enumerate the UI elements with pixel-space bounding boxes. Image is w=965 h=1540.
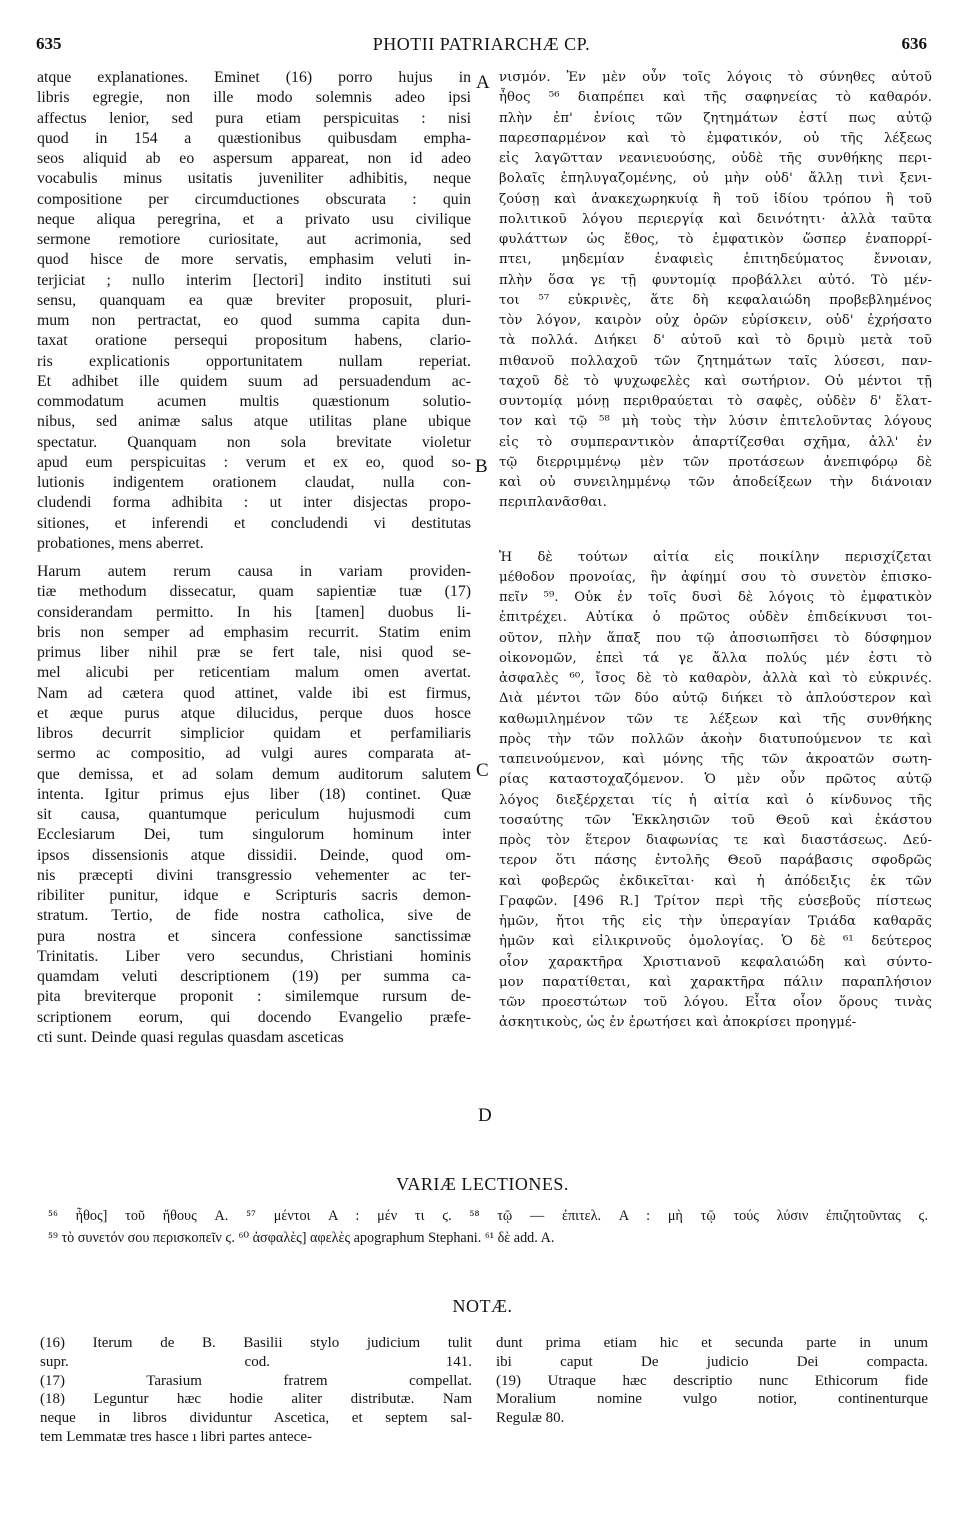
text-line: τοσαύτης τῶν Ἐκκλησιῶν τοῦ Θεοῦ καὶ ἑκάστου: [499, 812, 932, 828]
text-line: τοι ⁵⁷ εὐκρινὲς, ἅτε δὴ κεφαλαιώδη προβεβλημένος: [499, 292, 932, 308]
text-line: ἡμῶν καὶ εἰλικρινοῦς ὁμολογίας. Ὁ δὲ ⁶¹ δεύτερος: [499, 934, 932, 950]
text-line: (16) Iterum de B. Basilii stylo judicium tulit: [40, 1335, 472, 1351]
text-line: ταπεινούμενον, καὶ μόνης τῆς τῶν ἀκροατῶν σωτη-: [499, 752, 932, 767]
text-line: quamdam veluti descriptionem (19) per summa ca-: [37, 968, 471, 985]
text-line: Ἡ δὲ τούτων αἰτία εἰς ποικίλην περισχίζεται: [499, 549, 932, 565]
text-line: sitiones, et inferendi et concludendi vi destitutas: [37, 514, 471, 532]
text-line: συντομίᾳ μόνῃ περιθραύεται τὸ σαφὲς, οὐδὲν δ' ἔλατ-: [499, 394, 932, 409]
margin-marker-c: C: [476, 760, 489, 781]
notes-left-column: [40, 1334, 472, 1447]
text-line: quod in 154 a quæstionibus quibusdam empha-: [37, 129, 471, 147]
text-line: cludendi forma adhibita : ut inter disjectas propo-: [37, 494, 471, 512]
text-line: probationes, mens aberret.: [37, 534, 204, 552]
text-line: Γραφῶν. [496 R.] Τρίτον περὶ τῆς εὐσεβοῦς πίστεως: [499, 893, 932, 909]
text-line: supr. cod. 141.: [40, 1353, 472, 1370]
text-line: (18) Leguntur hæc hodie aliter distributæ. Nam: [40, 1391, 472, 1408]
text-line: tem Lemmatæ tres hasce ı libri partes antece-: [40, 1428, 312, 1445]
running-title: PHOTII PATRIARCHÆ CP.: [372, 34, 591, 54]
text-line: lutionis indigentem orationem claudat, nulla con-: [37, 474, 471, 491]
text-line: καὶ οὐ συνειλημμένῳ τῶν ἀποδείξεων τὴν διάνοιαν: [499, 475, 932, 490]
latin-paragraph-1: [37, 68, 471, 554]
text-line: spectatur. Quanquam non sola brevitate violetur: [37, 433, 471, 451]
text-line: neque aliqua peregrina, et a privato usu civilique: [37, 210, 471, 228]
text-line: (19) Utraque hæc descriptio nunc Ethicorum fide: [496, 1372, 928, 1389]
text-line: compositione per circumductiones obscurata : quin: [37, 190, 471, 208]
text-line: πλὴν ὅσα γε τῇ φυντομίᾳ προβάλλει αὐτό. Τὸ μέν-: [499, 272, 932, 288]
text-line: libris egregie, non ille modo solemnis adeo ipsi: [37, 89, 471, 107]
text-line: terjiciat ; nullo interim [lectori] indito instituti sui: [37, 271, 471, 289]
text-line: Nam ad cætera quod attinet, valde ibi est firmus,: [37, 684, 471, 702]
text-line: Regulæ 80.: [496, 1410, 565, 1427]
text-line: primus liber nihil præ se fert tale, nisi quod se-: [37, 644, 471, 661]
greek-paragraph-2: [499, 548, 932, 1034]
text-line: ἀσφαλὲς ⁶⁰, ἴσος δὲ τὸ καθαρὸν, ἀλλὰ καὶ τὸ εὐκρινές.: [499, 671, 932, 686]
notae-heading: NOTÆ.: [452, 1296, 513, 1316]
text-line: Et adhibet ille quidem suum ad persuadendum ac-: [37, 372, 471, 390]
text-line: ταχοῦ δὲ τὸ ψυχωφελὲς καὶ σωτήριον. Οὐ μέντοι τῇ: [499, 373, 932, 389]
text-line: seos aliquid ab eo aspersum appareat, non id adeo: [37, 150, 471, 167]
text-line: que demissa, et ad solam demum auditorum salutem: [37, 765, 471, 783]
text-line: τῷ διερριμμένῳ μὲν τῶν προτάσεων ἀνεπιφόρῳ δὲ: [499, 454, 932, 470]
text-line: τὰ πολλά. Διήκει δ' αὐτοῦ καὶ τὸ δριμὺ μετὰ τοῦ: [499, 333, 932, 349]
text-line: libros decurrit simplicior quidam et perfamiliaris: [37, 725, 471, 742]
page-number-right: 636: [901, 34, 927, 53]
text-line: καὶ φοβερῶς ἐκδικεῖται· καὶ ἡ ἀπόδειξις ἐκ τῶν: [499, 873, 932, 889]
text-line: vocabulis minus usitatis juveniliter adhibitis, neque: [37, 170, 471, 188]
text-line: (17) Tarasium fratrem compellat.: [40, 1372, 472, 1389]
text-line: τερον ὅτι πάσης ἐντολῆς Θεοῦ παράβασις σφοδρῶς: [499, 853, 932, 869]
text-line: ἀσκητικοὺς, ὡς ἐν ἐρωτήσει καὶ ἀποκρίσει προηγμέ-: [499, 1015, 857, 1031]
text-line: neque in libros dividuntur Ascetica, et septem sal-: [40, 1410, 472, 1427]
text-line: περιπλανᾶσθαι.: [499, 495, 607, 511]
text-line: sermone remotiore curiositate, aut acrimonia, sed: [37, 231, 471, 248]
notes-right-column: [496, 1334, 928, 1428]
text-line: pura nostra et sincera confessione sanctissimæ: [37, 927, 471, 945]
text-line: ibi caput De judicio Dei compacta.: [496, 1353, 928, 1370]
text-line: τὸν λόγον, καιρὸν οὐχ ὁρῶν εὑρίσκειν, οὐδ' ἐχρήσατο: [499, 313, 932, 328]
text-line: πιθανοῦ πολλαχοῦ τῶν ζητημάτων ταῖς λύσεσι, παν-: [499, 353, 932, 369]
text-line: τῶν προεστώτων τοῦ λόγου. Εἶτα οἷον ὅρους τινὰς: [499, 995, 932, 1010]
text-line: stratum. Tertio, de fide nostra catholica, sive de: [37, 907, 471, 925]
text-line: intenta. Igitur primus ejus liber (18) continet. Quæ: [37, 785, 471, 803]
text-line: βολαῖς ἐπηλυγαζομένης, οὐ μὴν οὐδ' ἄλλῃ τινὶ ξενι-: [499, 171, 932, 187]
text-line: atque explanationes. Eminet (16) porro hujus in: [37, 69, 471, 86]
text-line: mel alicubi per reticentiam malum omen avertat.: [37, 664, 471, 682]
margin-marker-b: B: [475, 456, 488, 477]
text-line: νισμόν. Ἐν μὲν οὖν τοῖς λόγοις τὸ σύνηθες αὐτοῦ: [499, 70, 932, 85]
text-line: Moralium nomine vulgo notior, continenturque: [496, 1391, 928, 1408]
text-line: φυλάττων ὡς ἔθος, τὸ ἐμφατικὸν ὥσπερ ἐναπορρί-: [499, 232, 932, 247]
text-line: ἦθος ⁵⁶ διαπρέπει καὶ τῆς σαφηνείας τὸ καθαρόν.: [499, 90, 932, 106]
text-line: ρίας καταστοχαζόμενον. Ὁ μὲν οὖν πρῶτος αὐτῷ: [499, 772, 932, 788]
text-line: dunt prima etiam hic et secunda parte in unum: [496, 1335, 928, 1351]
text-line: scriptionem eorum, qui docendo Evangelio præfe-: [37, 1008, 471, 1026]
text-line: Harum autem rerum causa in variam providen-: [37, 563, 471, 580]
text-line: nis præcepti divini transgressio vehementer ac ter-: [37, 866, 471, 884]
text-line: nibus, sed animæ salus atque utilitas plane ubique: [37, 413, 471, 431]
text-line: sermo ac compositio, ad vulgi aures comparata at-: [37, 745, 471, 763]
text-line: mum non pertractat, eo quod summa capita dun-: [37, 312, 471, 329]
text-line: sensu, quanquam ea quæ breviter proposuit, pluri-: [37, 291, 471, 309]
text-line: ⁵⁶ ἦθος] τοῦ ἤθους A. ⁵⁷ μέντοι A : μέν τι ϛ. ⁵⁸ τῷ — ἐπιτελ. A : μὴ τῷ τούς λύσιν ἐπιζητοῦντας ϛ.: [48, 1208, 928, 1224]
text-line: ἡμῶν, ἤτοι τῆς εἰς τὴν ὑπεραγίαν Τριάδα καθαρᾶς: [499, 914, 932, 929]
text-line: εἰς τὸ συμπεραντικὸν ἀπαρτίζεσθαι σχῆμα, ἀλλ' ἐν: [499, 434, 932, 450]
text-line: sit causa, quantumque periculum hujusmodi cum: [37, 806, 471, 823]
running-header: [36, 34, 927, 60]
text-line: μον παρατίθεται, καὶ χαρακτῆρα πάλιν παραπλήσιον: [499, 974, 932, 990]
text-line: tiæ methodum dissecatur, quam sapientiæ tuæ (17): [37, 583, 471, 601]
text-line: affectus lenior, sed pura etiam perspicuitas : nisi: [37, 109, 471, 127]
text-line: Trinitatis. Liber vero secundus, Christiani hominis: [37, 947, 471, 965]
latin-column: [37, 68, 471, 1048]
text-line: Διὰ μέντοι τῶν δύο αὐτῷ διήκει τὸ ἁπλούστερον καὶ: [499, 691, 932, 707]
text-line: εἰς λαγῶτταν νεανιευούσης, οὐδὲ τῆς συνθήκης περι-: [499, 151, 932, 166]
text-line: cti sunt. Deinde quasi regulas quasdam asceticas: [37, 1028, 344, 1046]
text-line: καθωμιλημένον τῶν τε λέξεων καὶ τῆς συνθήκης: [499, 711, 932, 727]
text-line: quod hisce de more servatis, emphasim veluti in-: [37, 251, 471, 269]
greek-column: [499, 68, 932, 1034]
text-line: commodatum acumen multis quæstionum solutio-: [37, 393, 471, 410]
margin-marker-a: A: [476, 72, 490, 93]
text-line: ⁵⁹ τὸ συνετόν σου περισκοπεῖν ϛ. ⁶⁰ ἀσφαλὲς] αφελὲς apographum Stephani. ⁶¹ δὲ add. A.: [48, 1230, 555, 1246]
text-line: ipsos dissensionis atque dissidii. Deinde, quod om-: [37, 846, 471, 864]
text-line: pita breviterque proponit : similemque rursum de-: [37, 988, 471, 1006]
text-line: apud eum perspicuitas : verum et ex eo, quod so-: [37, 453, 471, 471]
text-line: πολιτικοῦ λόγου περιεργίᾳ καὶ δεινότητι· ἀλλὰ ταῦτα: [499, 211, 932, 227]
text-line: πλὴν ἐπ' ἐνίοις τῶν ζητημάτων ἐστί πως αὐτῷ: [499, 110, 932, 126]
text-line: λόγος διεξέρχεται τίς ἡ αἰτία καὶ ὁ κίνδυνος τῆς: [499, 792, 932, 808]
greek-paragraph-1: [499, 68, 932, 514]
text-line: πρὸς τὴν τῶν πολλῶν ἀκοὴν διατυπούμενον τε καὶ: [499, 731, 932, 747]
text-line: ζούσῃ καὶ ἀνακεχωρηκυίᾳ ἢ τοῦ ἰδίου τρόπου ἢ τοῦ: [499, 191, 932, 207]
text-line: bris non semper ad emphasim recurrit. Statim enim: [37, 623, 471, 641]
margin-marker-d: D: [478, 1105, 492, 1126]
text-line: οἷον χαρακτῆρα Χριστιανοῦ κεφαλαιώδη καὶ σύντο-: [499, 954, 932, 970]
text-line: πεῖν ⁵⁹. Οὐκ ἐν τοῖς δυσὶ δὲ λόγοις τὸ ἐμφατικὸν: [499, 590, 932, 605]
latin-paragraph-2: [37, 562, 471, 1048]
variae-lectiones: [48, 1205, 928, 1249]
text-line: τον καὶ τῷ ⁵⁸ μὴ τοὺς τὴν λύσιν ἐπιτελοῦντας λόγους: [499, 414, 932, 430]
text-line: ris explicationis opportunitatem nullam reperiat.: [37, 352, 471, 370]
text-line: παρεσπαρμένον καὶ τὸ ἐμφατικόν, οὐ τῆς λέξεως: [499, 130, 932, 146]
text-line: μέθοδον προνοίας, ἣν ἀφίημί σου τὸ συνετὸν ἐπισκο-: [499, 569, 932, 585]
text-line: πρὸς τὸν ἕτερον διαφωνίας τε καὶ διαστάσεως. Δεύ-: [499, 833, 932, 848]
text-line: πτει, μηδεμίαν ἐναφιεὶς ἐπιτηδεύματος ἔννοιαν,: [499, 252, 932, 268]
text-line: Ecclesiarum Dei, tum singulorum hominum inter: [37, 826, 471, 844]
text-line: et æque purus atque dilucidus, perque duos hosce: [37, 704, 471, 722]
text-line: ribiliter punitur, idque e Scripturis sacris demon-: [37, 887, 471, 904]
text-line: considerandam permitto. In his [tamen] duobus li-: [37, 603, 471, 621]
variae-lectiones-heading: VARIÆ LECTIONES.: [396, 1174, 569, 1194]
page-number-left: 635: [36, 34, 62, 53]
text-line: ἐπιτρέχει. Αὐτίκα ὁ πρῶτος οὐδὲν ἐπιδείκνυσι τοι-: [499, 610, 932, 626]
text-line: οἰκονομῶν, ἐπεὶ τά γε ἄλλα πολύς μέν ἐστι τὸ: [499, 650, 932, 666]
text-line: οῦτον, πλὴν ἅπαξ που τῷ ἀποσιωπῆσει τὸ δύσφημον: [499, 630, 932, 646]
text-line: taxat oratione persequi propositum habens, clario-: [37, 332, 471, 350]
